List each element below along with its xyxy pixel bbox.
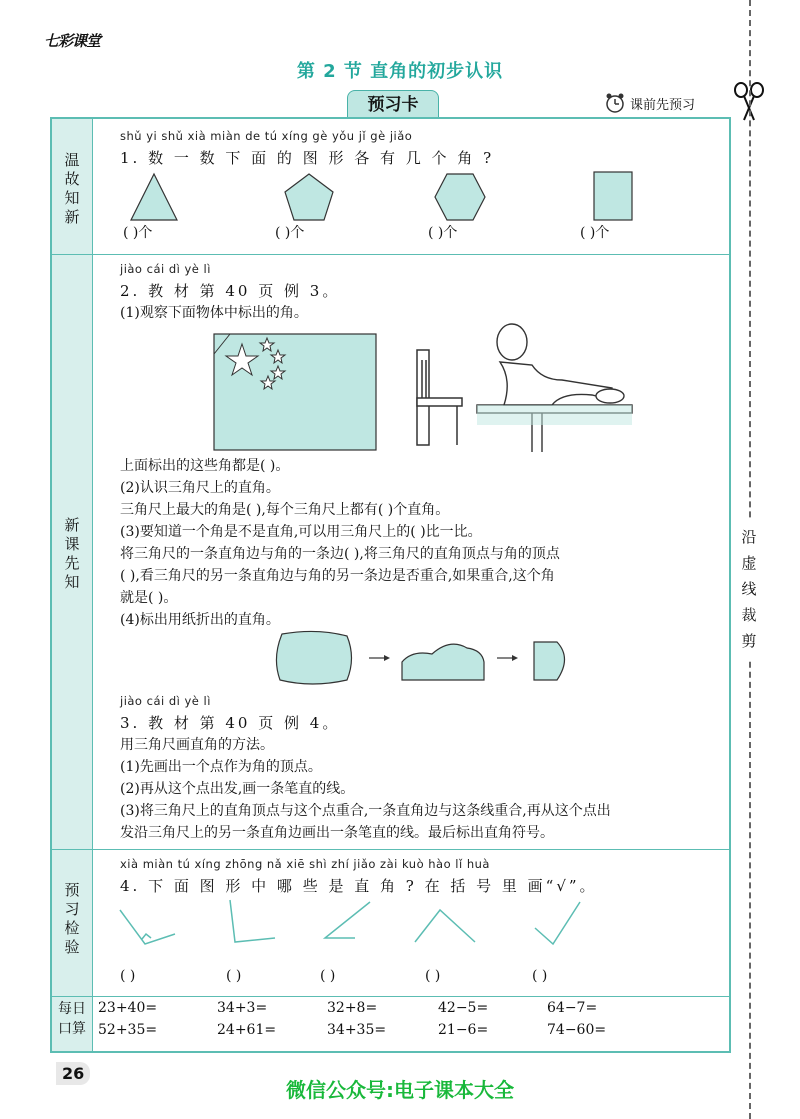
q4-blank-1[interactable]: ( ) <box>120 968 136 984</box>
math-item: 34+3= <box>217 1000 268 1016</box>
q2-l1: 上面标出的这些角都是( )。 <box>120 458 290 474</box>
q4-blank-3[interactable]: ( ) <box>320 968 336 984</box>
q1-text: 1. 数 一 数 下 面 的 图 形 各 有 几 个 角 ? <box>120 149 495 167</box>
section-check: 预 习 检 验 <box>64 881 80 956</box>
chair-image <box>417 350 462 445</box>
angle-2 <box>230 900 275 942</box>
section-daily: 每日 口算 <box>58 1001 86 1037</box>
angle-4 <box>415 910 475 942</box>
desk-boy-image <box>477 324 632 452</box>
q3-l5: 发沿三角尺上的另一条直角边画出一条笔直的线。最后标出直角符号。 <box>120 825 554 841</box>
math-item: 21−6= <box>438 1022 489 1038</box>
math-item: 64−7= <box>547 1000 598 1016</box>
math-item: 23+40= <box>98 1000 158 1016</box>
q2-p2: (2)认识三角尺上的直角。 <box>120 480 280 496</box>
rectangle-shape <box>594 172 632 220</box>
math-item: 74−60= <box>547 1022 607 1038</box>
q1-blank-4[interactable]: ( )个 <box>580 225 610 241</box>
math-item: 52+35= <box>98 1022 158 1038</box>
q4-angles <box>115 898 615 958</box>
q2-l3: 将三角尺的一条直角边与角的一条边( ),将三角尺的直角顶点与角的顶点 <box>120 546 560 562</box>
math-item: 42−5= <box>438 1000 489 1016</box>
hexagon-shape <box>435 174 485 220</box>
q2-l5: 就是( )。 <box>120 590 178 606</box>
math-item: 34+35= <box>327 1022 387 1038</box>
paper-folded-once <box>402 644 484 680</box>
paper-right-angle <box>534 642 565 680</box>
q3-l3: (2)再从这个点出发,画一条笔直的线。 <box>120 781 355 797</box>
q3-l4: (3)将三角尺上的直角顶点与这个点重合,一条直角边与这条线重合,再从这个点出 <box>120 803 611 819</box>
q3-l2: (1)先画出一个点作为角的顶点。 <box>120 759 322 775</box>
q2-body <box>120 455 735 631</box>
angle-5 <box>535 902 580 944</box>
q2: jiào cái dì yè lì 2. 教 材 第 40 页 例 3。 (1)观察下面物体中标出的角。 <box>120 258 730 324</box>
q4-blank-4[interactable]: ( ) <box>425 968 441 984</box>
q2-p4: (4)标出用纸折出的直角。 <box>120 612 280 628</box>
q1-blank-2[interactable]: ( )个 <box>275 225 305 241</box>
q1: shǔ yi shǔ xià miàn de tú xíng gè yǒu jǐ gè jiǎo 1. 数 一 数 下 面 的 图 形 各 有 几 个 角 ? <box>120 129 495 167</box>
q3-text: 3. 教 材 第 40 页 例 4。 <box>120 714 341 732</box>
q4-blank-2[interactable]: ( ) <box>226 968 242 984</box>
footer-watermark: 微信公众号:电子课本大全 <box>286 1078 514 1102</box>
cut-label: 沿 虚 线 裁 剪 <box>738 520 760 658</box>
q3-l1: 用三角尺画直角的方法。 <box>120 737 274 753</box>
angle-3 <box>325 902 370 938</box>
q1-blank-1[interactable]: ( )个 <box>123 225 153 241</box>
section-review: 温 故 知 新 <box>64 151 80 226</box>
preview-tag-label: 课前先预习 <box>630 97 696 113</box>
section-title: 第 2 节 直角的初步认识 <box>296 61 504 82</box>
card-title: 预习卡 <box>347 90 439 119</box>
q2-l2: 三角尺上最大的角是( ),每个三角尺上都有( )个直角。 <box>120 502 450 518</box>
q2-p1: (1)观察下面物体中标出的角。 <box>120 305 308 321</box>
q4-blank-5[interactable]: ( ) <box>532 968 548 984</box>
preview-tag <box>604 92 695 114</box>
q1-shapes <box>125 170 665 226</box>
brand-logo: 七彩课堂 <box>44 32 101 50</box>
pentagon-shape <box>285 174 333 220</box>
q2-l4: ( ),看三角尺的另一条直角边与角的另一条边是否重合,如果重合,这个角 <box>120 568 555 584</box>
page-number: 26 <box>56 1062 90 1085</box>
paper-circle <box>276 631 351 684</box>
triangle-shape <box>131 174 177 220</box>
section-new-lesson: 新 课 先 知 <box>64 516 80 591</box>
angle-1 <box>120 910 175 944</box>
paper-fold-steps <box>272 628 602 688</box>
q4-text: 4. 下 面 图 形 中 哪 些 是 直 角 ? 在 括 号 里 画“√”。 <box>120 877 598 895</box>
q1-blank-3[interactable]: ( )个 <box>428 225 458 241</box>
q3: jiào cái dì yè lì 3. 教 材 第 40 页 例 4。 用三角尺画直角的方法。 (1)先画出一个点作为角的顶点。 (2)再从这个点出发,画一条笔直的线。 (3)将三角尺上的直角顶点与这个点重合,一条直角边与这条线重合,再从这个点出 发沿三角尺上的另一条直角边画出一条笔直的线。最后标出直角符号。 <box>120 690 735 844</box>
clock-icon <box>604 92 626 114</box>
math-item: 24+61= <box>217 1022 277 1038</box>
math-item: 32+8= <box>327 1000 378 1016</box>
q2-p3: (3)要知道一个角是不是直角,可以用三角尺上的( )比一比。 <box>120 524 482 540</box>
flag-image <box>214 334 376 450</box>
q2-illustration <box>212 320 637 455</box>
q2-text: 2. 教 材 第 40 页 例 3。 <box>120 282 341 300</box>
q4: xià miàn tú xíng zhōng nǎ xiē shì zhí jiǎo zài kuò hào lǐ huà 4. 下 面 图 形 中 哪 些 是 直 角 ? 在 括 号 里 画“√”。 <box>120 853 730 897</box>
